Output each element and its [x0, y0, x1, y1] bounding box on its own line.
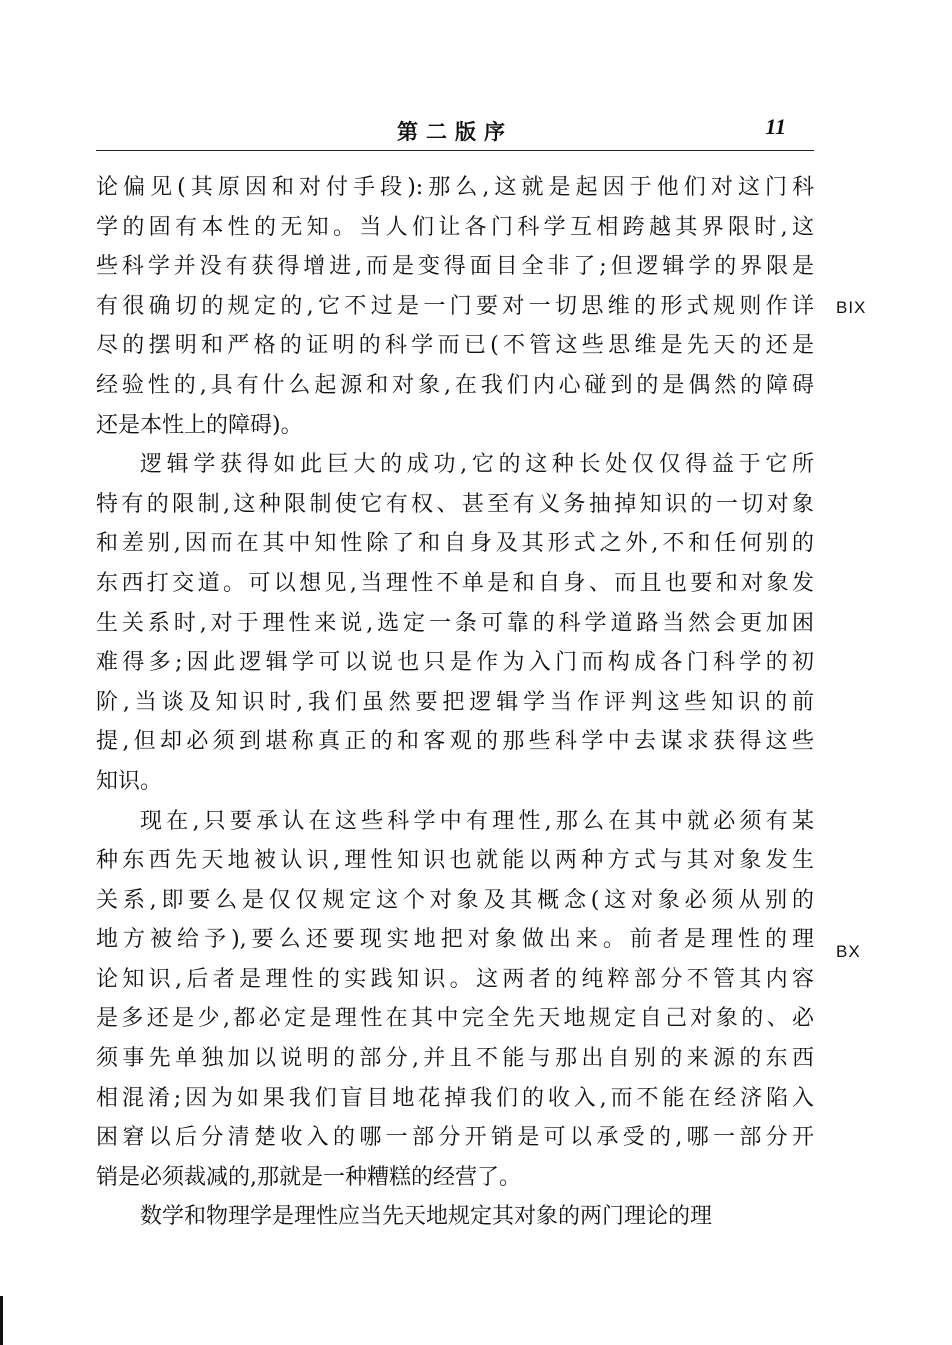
text-line: 现在,只要承认在这些科学中有理性,那么在其中就必须有某 [140, 808, 814, 834]
page-edge-mark [0, 1296, 3, 1345]
text-line: 东西打交道。可以想见,当理性不单是和自身、而且也要和对象发 [96, 570, 814, 596]
body-text [96, 168, 814, 1237]
margin-note: BIX [836, 298, 867, 317]
text-line: 还是本性上的障碍)。 [96, 412, 303, 438]
text-line: 提,但却必须到堪称真正的和客观的那些科学中去谋求获得这些 [96, 729, 814, 755]
text-line: 学的固有本性的无知。当人们让各门科学互相跨越其界限时,这 [96, 214, 814, 240]
text-line: 困窘以后分清楚收入的哪一部分开销是可以承受的,哪一部分开 [96, 1125, 814, 1151]
text-line: 阶,当谈及知识时,我们虽然要把逻辑学当作评判这些知识的前 [96, 689, 814, 715]
text-line: 逻辑学获得如此巨大的成功,它的这种长处仅仅得益于它所 [140, 452, 814, 478]
text-line: 尽的摆明和严格的证明的科学而已(不管这些思维是先天的还是 [96, 333, 814, 359]
chapter-title: 第二版序 [397, 119, 513, 144]
text-line: 些科学并没有获得增进,而是变得面目全非了;但逻辑学的界限是 [96, 254, 814, 280]
text-line: 经验性的,具有什么起源和对象,在我们内心碰到的是偶然的障碍 [96, 372, 814, 398]
text-line: 有很确切的规定的,它不过是一门要对一切思维的形式规则作详 [96, 293, 814, 319]
text-line: 相混淆;因为如果我们盲目地花掉我们的收入,而不能在经济陷入 [96, 1085, 814, 1111]
text-line: 种东西先天地被认识,理性知识也就能以两种方式与其对象发生 [96, 848, 814, 874]
page-number: 11 [765, 114, 786, 139]
text-line: 和差别,因而在其中知性除了和自身及其形式之外,不和任何别的 [96, 531, 814, 557]
text-line: 论偏见(其原因和对付手段):那么,这就是起因于他们对这门科 [96, 175, 814, 200]
text-line: 特有的限制,这种限制使它有权、甚至有义务抽掉知识的一切对象 [96, 491, 814, 517]
margin-note: BX [836, 942, 861, 961]
text-line: 地方被给予),要么还要现实地把对象做出来。前者是理性的理 [96, 927, 815, 953]
text-line: 难得多;因此逻辑学可以说也只是作为入门而构成各门科学的初 [96, 650, 814, 676]
header-rule [96, 150, 814, 151]
running-header [96, 112, 814, 148]
text-line: 知识。 [96, 768, 163, 794]
text-line: 论知识,后者是理性的实践知识。这两者的纯粹部分不管其内容 [96, 966, 814, 992]
text-line: 销是必须裁减的,那就是一种糟糕的经营了。 [96, 1164, 521, 1190]
text-line: 数学和物理学是理性应当先天地规定其对象的两门理论的理 [140, 1204, 713, 1230]
text-line: 关系,即要么是仅仅规定这个对象及其概念(这对象必须从别的 [96, 887, 815, 913]
text-line: 生关系时,对于理性来说,选定一条可靠的科学道路当然会更加困 [96, 610, 814, 636]
text-line: 是多还是少,都必定是理性在其中完全先天地规定自己对象的、必 [96, 1006, 814, 1032]
text-line: 须事先单独加以说明的部分,并且不能与那出自别的来源的东西 [96, 1046, 814, 1072]
